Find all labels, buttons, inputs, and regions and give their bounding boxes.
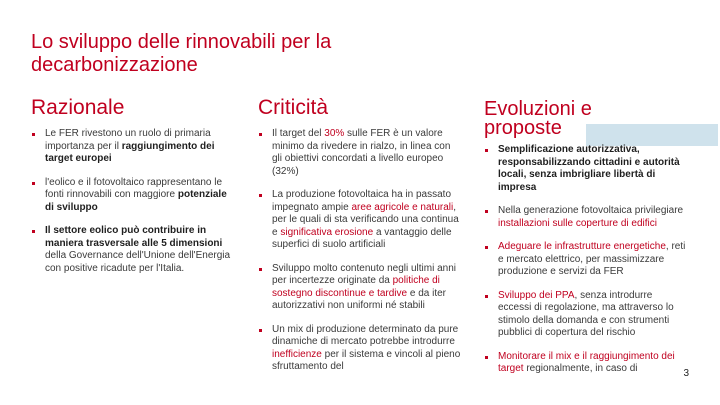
- list-item: Il settore eolico può contribuire in maniera trasversale alle 5 dimensioni della Governance dell'Unione dell'Energia con positive ricadute per l'Italia.: [31, 225, 236, 275]
- list-item: l'eolico e il fotovoltaico rappresentano le fonti rinnovabili con maggiore potenziale di sviluppo: [31, 177, 236, 215]
- list-item: Adeguare le infrastrutture energetiche, reti e mercato elettrico, per massimizzare produzione e servizi da FER: [484, 241, 688, 279]
- slide-title: Lo sviluppo delle rinnovabili per la decarbonizzazione: [31, 31, 332, 76]
- list-item: Monitorare il mix e il raggiungimento dei target regionalmente, in caso di: [484, 351, 688, 376]
- list-razionale: [31, 128, 236, 286]
- list-item: Nella generazione fotovoltaica privilegiare installazioni sulle coperture di edifici: [484, 205, 688, 230]
- list-item: Un mix di produzione determinato da pure dinamiche di mercato potrebbe introdurre inefficienze per il sistema e vincoli al pieno sfruttamento del: [258, 324, 463, 374]
- list-item: Sviluppo molto contenuto negli ultimi anni per incertezze originate da politiche di sostegno discontinue e tardive e da iter autorizzativi non uniformi né stabili: [258, 263, 463, 313]
- page-number: 3: [683, 368, 689, 379]
- list-item: Il target del 30% sulle FER è un valore minimo da rivedere in rialzo, in linea con gli obiettivi concordati a livello europeo (32%): [258, 128, 463, 178]
- list-criticita: [258, 128, 463, 385]
- heading-razionale: Razionale: [31, 96, 125, 119]
- highlight-box: [586, 124, 718, 146]
- list-evoluzioni: [484, 144, 688, 387]
- list-item: Le FER rivestono un ruolo di primaria importanza per il raggiungimento dei target europei: [31, 128, 236, 166]
- list-item: La produzione fotovoltaica ha in passato impegnato ampie aree agricole e naturali, per le quali di sta verificando una continua e significativa erosione a vantaggio delle superfici di suolo artificiali: [258, 189, 463, 252]
- heading-criticita: Criticità: [258, 96, 329, 119]
- list-item: Semplificazione autorizzativa, responsabilizzando cittadini e autorità locali, senza imbrigliare libertà di impresa: [484, 144, 688, 194]
- heading-evoluzioni: Evoluzioni e proposte: [484, 98, 592, 139]
- list-item: Sviluppo dei PPA, senza introdurre eccessi di regolazione, ma attraverso lo stimolo della domanda e con strumenti pubblici di copertura del rischio: [484, 290, 688, 340]
